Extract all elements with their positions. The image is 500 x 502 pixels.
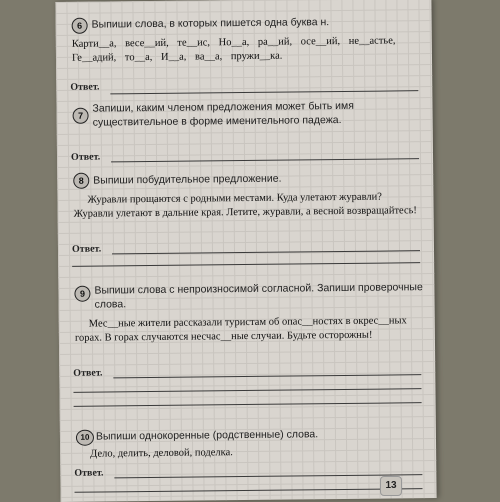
task-text: Журавли прощаются с родными местами. Куда улетают журавли? Журавли улетают в дальние края. Летите, журавли, а весной возвращайтесь!: [73, 191, 417, 220]
task-10: [74, 422, 427, 498]
task-7: [70, 96, 423, 166]
answer-line: [75, 488, 423, 493]
task-number-badge: 8: [73, 173, 89, 189]
task-question: Выпиши однокоренные (родственные) слова.: [95, 428, 319, 443]
task-question: Выпиши слова с непроизносимой согласной. Запиши проверочные слова.: [94, 281, 423, 311]
task-question: Запиши, каким членом предложения может быть имя существительное в форме именительного падежа.: [92, 99, 354, 129]
answer-line: [112, 250, 420, 254]
answer-line: [110, 90, 418, 94]
task-6: [70, 12, 423, 96]
answer-line: [111, 158, 419, 162]
answer-label: Ответ.: [74, 467, 104, 479]
task-number-badge: 10: [76, 430, 94, 446]
task-question: Выпиши побудительное предложение.: [93, 172, 282, 187]
page-number: 13: [380, 476, 402, 496]
answer-label: Ответ.: [71, 243, 102, 255]
workbook-page: [55, 0, 436, 502]
answer-line: [74, 402, 422, 407]
answer-label: Ответ.: [73, 367, 103, 379]
task-number-badge: 9: [74, 286, 90, 302]
task-question: Выпиши слова, в которых пишется одна буква н.: [91, 16, 330, 31]
answer-line: [73, 388, 421, 393]
task-text: Карти__а, весе__ий, те__ис, Но__а, ра__ий, осе__ий, не__астье, Ге__адий, то__а, И__а, ва__а, пружи__ка.: [71, 35, 396, 64]
answer-line: [113, 374, 421, 378]
answer-line: [72, 262, 420, 267]
task-text: Дело, делить, деловой, поделка.: [90, 447, 233, 460]
answer-label: Ответ.: [70, 151, 101, 163]
answer-line: [114, 474, 422, 478]
task-8: [71, 168, 424, 264]
task-number-badge: 6: [72, 18, 88, 34]
answer-label: Ответ.: [70, 81, 100, 93]
task-9: [72, 278, 425, 412]
task-text: Мес__ные жители рассказали туристам об опас__ностях в окрес__ных горах. В горах случаются несчас__ные случаи. Будьте осторожны!: [74, 315, 407, 344]
task-number-badge: 7: [73, 108, 89, 124]
